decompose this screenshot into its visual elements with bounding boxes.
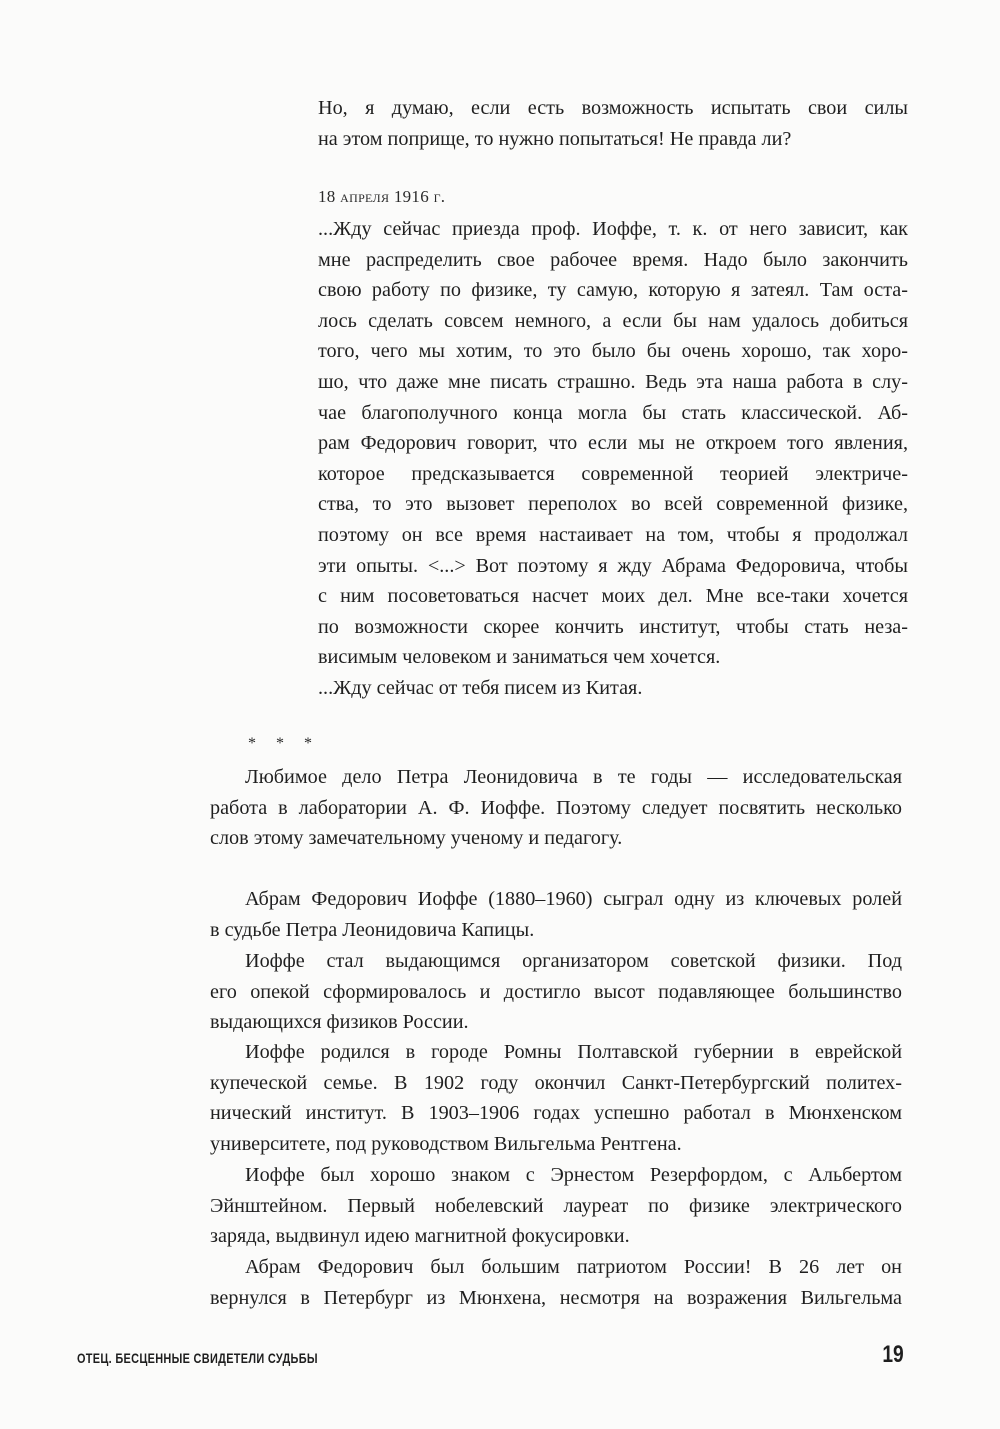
paragraph (210, 884, 902, 945)
paragraph-line: купеческой семье. В 1902 году окончил Санкт-Петербургский политех- (210, 1071, 902, 1094)
letter-intro-line: Но, я думаю, если есть возможность испытать свои силы (318, 97, 908, 119)
paragraph-line: Абрам Федорович был большим патриотом России! В 26 лет он (245, 1256, 902, 1278)
paragraph-line: Иоффе родился в городе Ромны Полтавской губернии в еврейской (245, 1041, 902, 1063)
paragraph-line: нический институт. В 1903–1906 годах успешно работал в Мюнхенском (210, 1102, 902, 1125)
letter-body (318, 214, 908, 704)
letter-line: того, чего мы хотим, то это было бы очень хорошо, так хоро- (318, 340, 908, 363)
letter-line: мне распределить свое рабочее время. Надо было закончить (318, 248, 908, 271)
paragraph (210, 1160, 902, 1252)
letter-line: по возможности скорее кончить институт, чтобы стать неза- (318, 615, 908, 638)
paragraph (210, 1252, 902, 1313)
paragraph (210, 946, 902, 1038)
letter-line: поэтому он все время настаивает на том, чтобы я продолжал (318, 523, 908, 546)
letter-intro-line: на этом поприще, то нужно попытаться! Не правда ли? (318, 127, 792, 150)
letter-line: чае благополучного конца могла бы стать классической. Аб- (318, 401, 908, 424)
letter-date: 18 апреля 1916 г. (318, 187, 446, 206)
letter-line: шо, что даже мне писать страшно. Ведь эта наша работа в слу- (318, 370, 908, 393)
paragraph-line: слов этому замечательному ученому и педагогу. (210, 827, 623, 850)
page-number: 19 (882, 1341, 904, 1368)
paragraph-line: Абрам Федорович Иоффе (1880–1960) сыграл одну из ключевых ролей (245, 888, 902, 910)
paragraph-line: работа в лаборатории А. Ф. Иоффе. Поэтому следует посвятить несколько (210, 796, 902, 819)
paragraph-line: Любимое дело Петра Леонидовича в те годы — исследовательская (245, 766, 902, 788)
paragraph-line: университете, под руководством Вильгельма Рентгена. (210, 1132, 682, 1155)
paragraph-line: заряда, выдвинул идею магнитной фокусировки. (210, 1225, 630, 1248)
letter-line: эти опыты. <...> Вот поэтому я жду Абрама Федоровича, чтобы (318, 554, 908, 577)
section-separator: * * * (248, 735, 320, 752)
paragraph-line: вернулся в Петербург из Мюнхена, несмотря на возражения Вильгельма (210, 1286, 902, 1309)
paragraph-line: в судьбе Петра Леонидовича Капицы. (210, 918, 535, 941)
paragraph-line: Иоффе стал выдающимся организатором советской физики. Под (245, 950, 902, 972)
paragraph-line: выдающихся физиков России. (210, 1011, 469, 1034)
paragraph-line: его опекой сформировалось и достигло высот подавляющее большинство (210, 980, 902, 1003)
letter-line: которое предсказывается современной теорией электриче- (318, 462, 908, 485)
paragraph (210, 1037, 902, 1159)
letter-line: ства, то это вызовет переполох во всей современной физике, (318, 493, 908, 516)
letter-line: ...Жду сейчас приезда проф. Иоффе, т. к. от него зависит, как (318, 218, 908, 240)
paragraph-line: Иоффе был хорошо знаком с Эрнестом Резерфордом, с Альбертом (245, 1164, 902, 1186)
running-title: ОТЕЦ. БЕСЦЕННЫЕ СВИДЕТЕЛИ СУДЬБЫ (77, 1350, 318, 1366)
paragraph (210, 762, 902, 854)
letter-line: рам Федорович говорит, что если мы не откроем того явления, (318, 432, 908, 455)
letter-line: ...Жду сейчас от тебя писем из Китая. (318, 676, 643, 699)
letter-intro (318, 93, 908, 154)
paragraph-line: Эйнштейном. Первый нобелевский лауреат по физике электрического (210, 1194, 902, 1217)
letter-line: висимым человеком и заниматься чем хочется. (318, 646, 721, 669)
letter-line: с ним посоветоваться насчет моих дел. Мне все-таки хочется (318, 585, 908, 608)
letter-line: свою работу по физике, ту самую, которую я затеял. Там оста- (318, 279, 908, 302)
letter-line: лось сделать совсем немного, а если бы нам удалось добиться (318, 309, 908, 332)
